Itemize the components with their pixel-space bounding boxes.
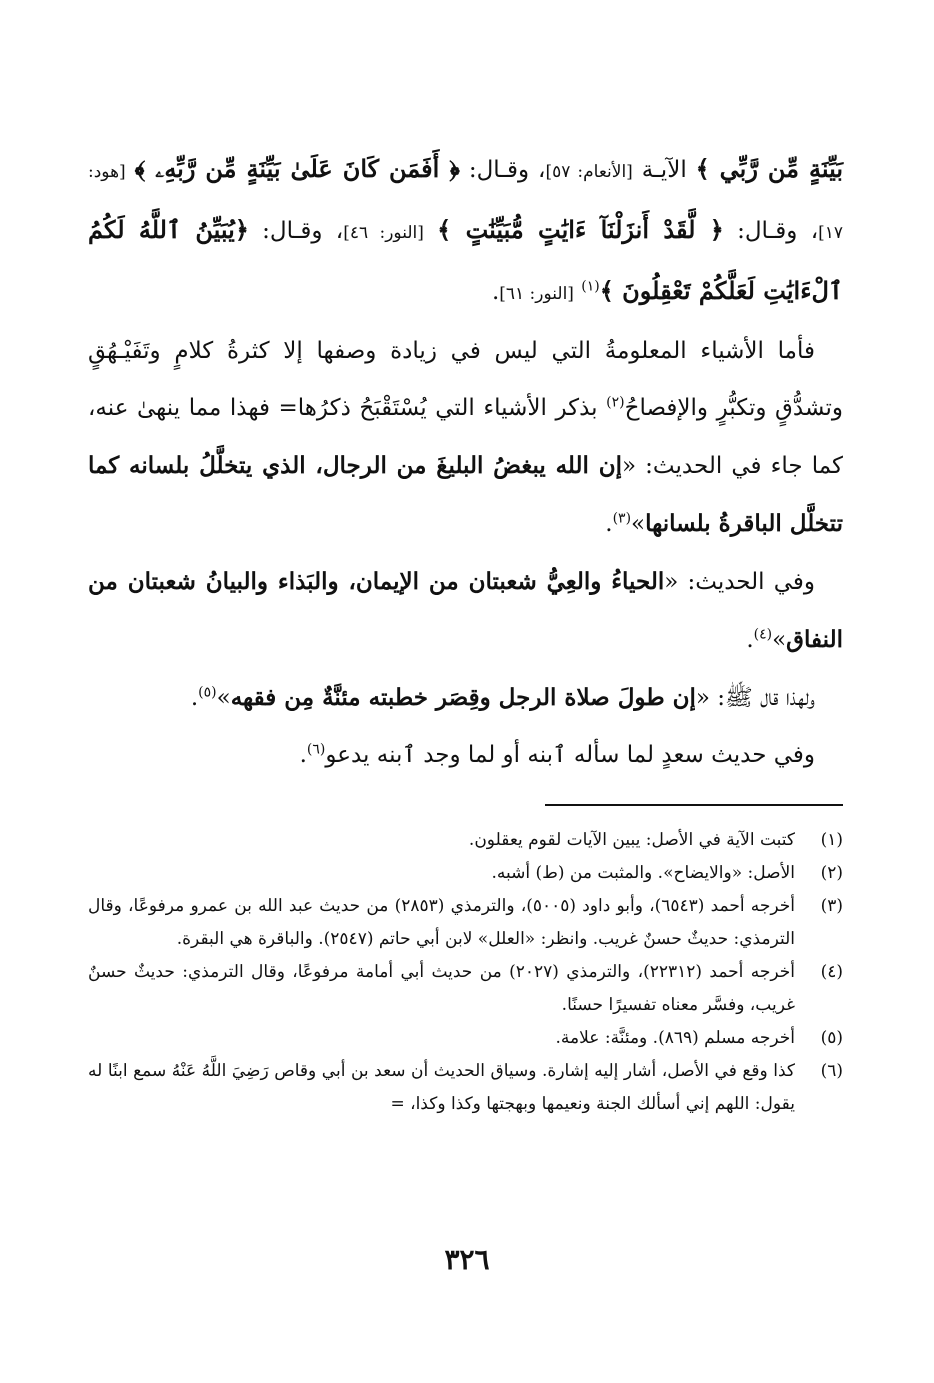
text-run: . (491, 279, 500, 305)
hadith-text: إن الله يبغضُ البليغَ من الرجال، الذي يتخلَّلُ بلسانه كما تتخلَّل الباقرةُ بلسانها (88, 452, 843, 537)
paragraph (88, 323, 843, 553)
text-run: » (772, 627, 787, 653)
page-content (88, 140, 843, 1121)
text-run: . (605, 511, 613, 537)
footnote-number: (٥) (820, 1028, 843, 1048)
footnote-number: (٦) (820, 1061, 843, 1081)
quran-verse: بَيِّنَةٍ مِّن رَّبِّي ﴾ (695, 154, 844, 183)
text-run (424, 218, 437, 244)
footnote (88, 956, 843, 1022)
footnote-marker: (٥) (198, 684, 217, 701)
text-run: ، وقـال: (459, 157, 546, 183)
verse-reference: [هود: ١٧] (88, 162, 844, 243)
footnote-separator (545, 804, 843, 806)
paragraph (88, 140, 843, 323)
footnote (88, 824, 843, 857)
paragraph (88, 727, 843, 784)
text-run (126, 157, 135, 183)
text-run: . (190, 685, 199, 711)
footnote-marker: (٦) (306, 741, 326, 758)
footnote-number: (٢) (820, 863, 843, 883)
verse-reference: [النور: ٦١] (499, 284, 574, 304)
hadith-text: الحياءُ والعِيُّ شعبتان من الإيمان، والبَذاء والبيانُ شعبتان من النفاق (88, 568, 843, 653)
footnote-text: أخرجه أحمد (٦٥٤٣)، وأبو داود (٥٠٠٥)، والترمذي (٢٨٥٣) من حديث عبد الله بن عمرو مرفوعًا، وقال الترمذي: حديثٌ حسنٌ غريب. وانظر: «العلل» لابن أبي حاتم (٢٥٤٧). والباقرة هي البقرة. (88, 896, 795, 949)
footnote-number: (٤) (820, 962, 843, 982)
footnote-text: الأصل: «والايضاح». والمثبت من (ط) أشبه. (491, 863, 795, 883)
text-run: ، وقـال: (248, 218, 344, 244)
paragraph (88, 553, 843, 669)
text-run: فأما الأشياء المعلومةُ التي ليس في زيادة وصفها إلا كثرةُ كلامٍ وتَفَيْـهُقٍ وتشدُّقٍ وتكبُّرٍ والإفصاحُ (88, 338, 843, 421)
footnote (88, 890, 843, 956)
footnote (88, 857, 843, 890)
footnote-text: كذا وقع في الأصل، أشار إليه إشارة. وسياق الحديث أن سعد بن أبي وقاص رَضِيَ اللَّهُ عَنْهُ سمع ابنًا له يقول: اللهم إني أسألك الجنة ونعيمها وبهجتها وكذا وكذا، = (88, 1061, 795, 1114)
text-run: » (216, 685, 231, 711)
footnote-marker: (٢) (606, 394, 625, 411)
quran-verse: ﴿يُبَيِّنُ ٱللَّهُ لَكُمُ ٱلْءَايَٰتِ لَعَلَّكُمْ تَعْقِلُونَ ﴾ (88, 215, 843, 305)
text-run: وفي حديث سعدٍ لما سأله ٱبنه أو لما وجد ٱبنه يدعو (325, 742, 815, 768)
text-run: . (299, 742, 307, 768)
footnote (88, 1022, 843, 1055)
paragraph (88, 669, 843, 727)
footnote-text: أخرجه أحمد (٢٢٣١٢)، والترمذي (٢٠٢٧) من حديث أبي أمامة مرفوعًا، وقال الترمذي: حديثٌ حسنٌ غريب، وفسَّر معناه تفسيرًا حسنًا. (88, 962, 795, 1015)
text-run: ولهذا قال ﷺ: « (695, 685, 815, 711)
footnote-marker: (١) (581, 278, 600, 295)
footnote-number: (٣) (820, 896, 843, 916)
verse-reference: [الأنعام: ٥٧] (545, 162, 633, 182)
verse-reference: [النور: ٤٦] (343, 223, 424, 243)
text-run: وفي الحديث: « (664, 569, 815, 595)
main-text (88, 140, 843, 784)
quran-verse: ﴿ لَّقَدْ أَنزَلْنَآ ءَايَٰتٍ مُّبَيِّنَٰتٍ ﴾ (437, 215, 724, 244)
footnote-text: أخرجه مسلم (٨٦٩). ومئنَّة: علامة. (555, 1028, 795, 1048)
quran-verse: ﴿ أَفَمَن كَانَ عَلَىٰ بَيِّنَةٍ مِّن رَّبِّهِۦ ﴾ (134, 154, 460, 183)
footnote-text: كتبت الآية في الأصل: يبين الآيات لقوم يعقلون. (468, 830, 795, 850)
text-run: ، وقـال: (723, 218, 819, 244)
footnote-marker: (٣) (612, 510, 632, 527)
footnote-number: (١) (820, 830, 843, 850)
text-run: بذكر الأشياء التي يُسْتَقْبَحُ ذكرُها= فهذا مما ينهىٰ عنه، كما جاء في الحديث: « (88, 395, 843, 479)
text-run: » (631, 511, 646, 537)
footnote (88, 1055, 843, 1121)
footnotes (88, 824, 843, 1121)
footnote-marker: (٤) (753, 626, 773, 643)
hadith-text: إن طولَ صلاة الرجل وقِصَر خطبته مئنَّةٌ مِن فقهه (230, 684, 696, 711)
text-run: الآيـة (632, 157, 696, 183)
text-run: . (746, 627, 754, 653)
page-number: ٣٢٦ (444, 1243, 490, 1276)
